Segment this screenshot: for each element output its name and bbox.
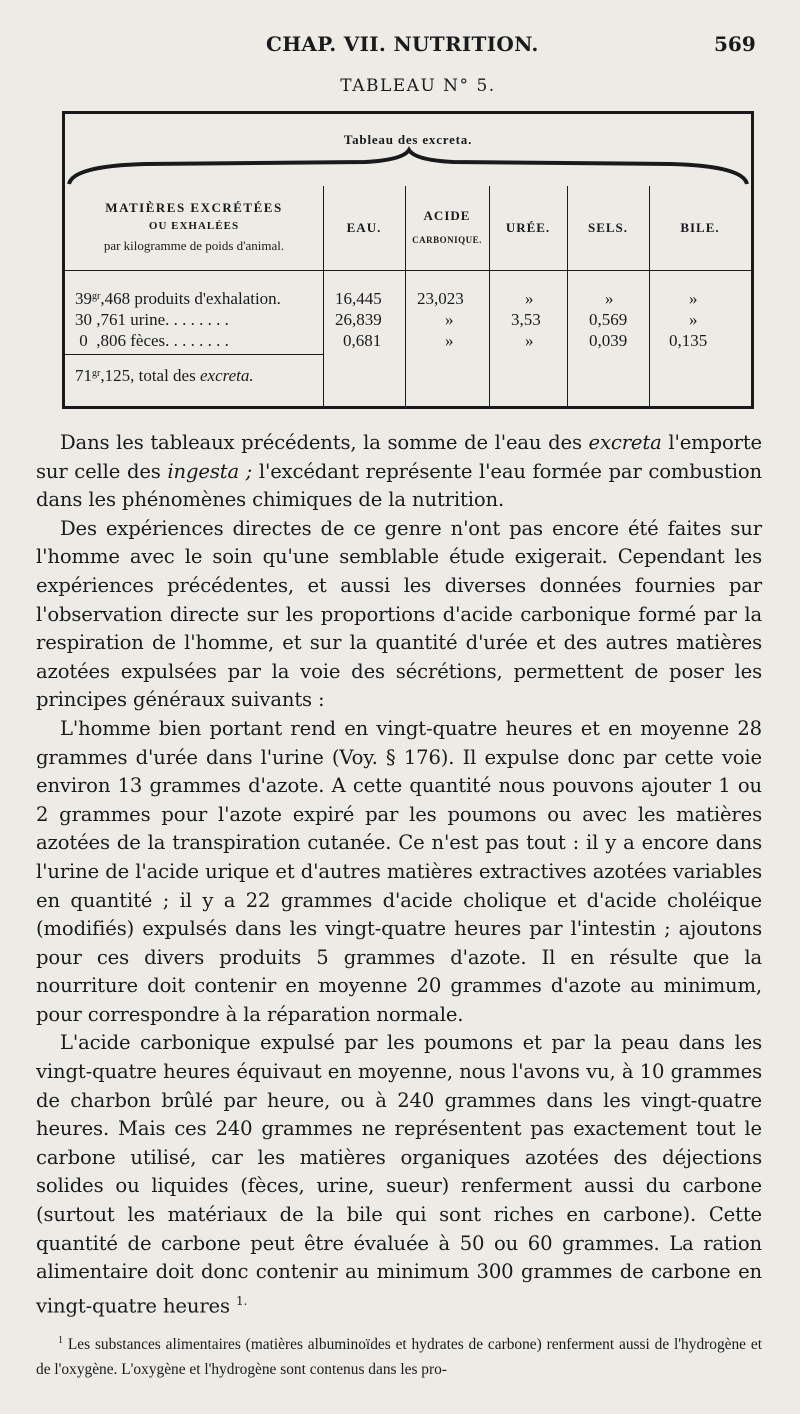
- brace-decoration: [65, 114, 751, 194]
- excreta-table: [62, 111, 754, 409]
- cell-uree: »: [525, 289, 534, 308]
- table-caption: [0, 76, 800, 96]
- header-eau: EAU.: [346, 220, 382, 235]
- row-label: 0 ,806 fèces. . . . . . . .: [79, 331, 229, 350]
- page-number: 569: [714, 32, 756, 56]
- cell-bile: »: [689, 310, 698, 329]
- row-label: $39^{gr},468$ produits d'exhalation.: [75, 289, 281, 308]
- header-matieres-line1: MATIÈRES EXCRÉTÉES: [105, 200, 283, 215]
- cell-acide: »: [445, 310, 454, 329]
- footnote: [36, 1328, 762, 1382]
- cell-eau: 16,445: [335, 289, 382, 308]
- table-title: Tableau des excreta.: [343, 132, 473, 147]
- cell-sels: 0,569: [589, 310, 628, 329]
- body-text: [36, 429, 762, 1321]
- row-label: 30 ,761 urine. . . . . . . .: [75, 310, 229, 329]
- header-matieres: [65, 198, 323, 255]
- paragraph: L'homme bien portant rend en vingt-quatre heures et en moyenne 28 grammes d'urée dans l'urine (Voy. § 176). Il expulse donc par cette voie environ 13 grammes d'azote. A cette quantité nous pouvons ajouter 1 ou 2 grammes pour l'azote expiré par les poumons ou avec les matières azotées de la transpiration cutanée. Ce n'est pas tout : il y a encore dans l'urine de l'acide urique et d'autres matières extractives azotées variables en quantité ; il y a 22 grammes d'acide cholique et d'acide choléique (modifiés) expulsés dans les vingt-quatre heures par l'intestin ; ajoutons pour ces divers produits 5 grammes d'azote. Il en résulte que la nourriture doit contenir en moyenne 20 grammes d'azote au minimum, pour correspondre à la réparation normale.: [36, 716, 762, 1026]
- total-row: $71^{gr},125$, total des excreta.: [75, 366, 254, 385]
- header-matieres-line2: OU EXHALÉES: [148, 220, 240, 232]
- cell-sels: 0,039: [589, 331, 628, 350]
- header-acide: ACIDE: [423, 208, 471, 223]
- cell-eau: 26,839: [335, 310, 382, 329]
- header-sels: SELS.: [587, 220, 629, 235]
- paragraph: L'acide carbonique expulsé par les poumons et par la peau dans les vingt-quatre heures équivaut en moyenne, nous l'avons vu, à 10 grammes de charbon brûlé par heure, ou à 240 grammes dans les vingt-quatre heures. Mais ces 240 grammes ne représentent pas exactement tout le carbone utilisé, car les matières organiques azotées des déjections solides ou liquides (fèces, urine, sueur) renferment aussi du carbone (surtout les matériaux de la bile qui sont riches en carbone). Cette quantité de carbone peut être évaluée à 50 ou 60 grammes. La ration alimentaire doit donc contenir au minimum 300 grammes de carbone en vingt-quatre heures $^{1.}$: [36, 1031, 762, 1318]
- header-rule: [65, 270, 751, 271]
- cell-bile: 0,135: [669, 331, 708, 350]
- column-divider: [567, 186, 568, 406]
- paragraph: Des expériences directes de ce genre n'ont pas encore été faites sur l'homme avec le soin qu'une semblable étude exigerait. Cependant les expériences précédentes, et aussi les diverses données fournies par l'observation directe sur les proportions d'acide carbonique formé par la respiration de l'homme, et sur la quantité d'urée et des autres matières azotées expulsées par la voie des sécrétions, permettent de poser les principes généraux suivants :: [36, 516, 762, 712]
- table-caption-text: TABLEAU N° 5.: [340, 76, 496, 96]
- footnote-marker: 1: [58, 1335, 63, 1346]
- chapter-title: CHAP. VII. NUTRITION.: [266, 32, 539, 56]
- cell-bile: »: [689, 289, 698, 308]
- cell-uree: 3,53: [511, 310, 541, 329]
- header-bile: BILE.: [680, 220, 720, 235]
- cell-eau: 0,681: [343, 331, 382, 350]
- footnote-text: Les substances alimentaires (matières albuminoïdes et hydrates de carbone) renferment aussi de l'hydrogène et de l'oxygène. L'oxygène et l'hydrogène sont contenus dans les pro-: [36, 1336, 762, 1379]
- cell-sels: »: [605, 289, 614, 308]
- column-divider: [489, 186, 490, 406]
- total-rule: [65, 354, 323, 355]
- header-matieres-line3: par kilogramme de poids d'animal.: [103, 238, 285, 253]
- column-divider: [649, 186, 650, 406]
- column-divider: [323, 186, 324, 406]
- paragraph: Dans les tableaux précédents, la somme de l'eau des excreta l'emporte sur celle des ingesta ; l'excédant représente l'eau formée par combustion dans les phénomènes chimiques de la nutrition.: [36, 431, 762, 512]
- cell-acide: »: [445, 331, 454, 350]
- header-carbonique: CARBONIQUE.: [412, 235, 482, 245]
- header-uree: URÉE.: [505, 220, 551, 235]
- cell-acide: 23,023: [417, 289, 464, 308]
- cell-uree: »: [525, 331, 534, 350]
- running-head: [0, 30, 800, 60]
- footnote-ref: 1.: [236, 1293, 248, 1308]
